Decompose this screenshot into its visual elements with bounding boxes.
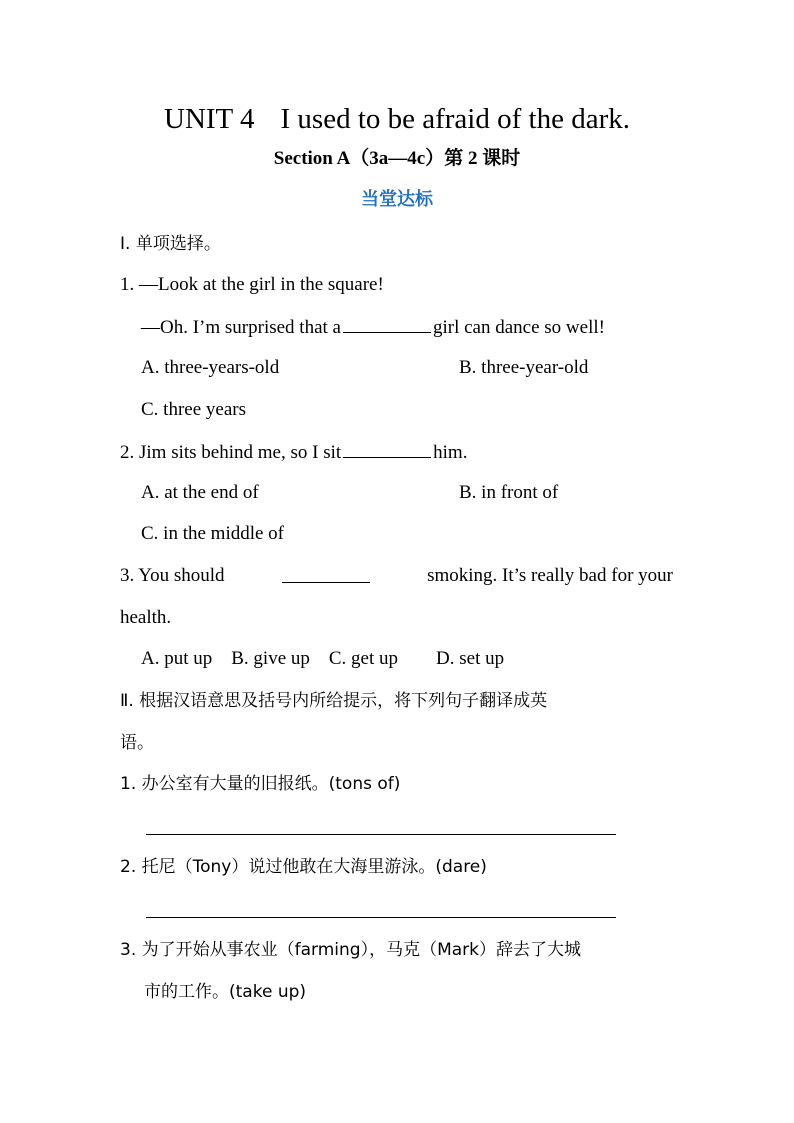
q2-post: him. <box>433 442 468 463</box>
q2-option-b: B. in front of <box>459 482 559 503</box>
q2-option-c: C. in the middle of <box>141 523 285 544</box>
q1-line2 <box>141 314 696 340</box>
q1-option-a: A. three-years-old <box>141 357 280 378</box>
translation-item-3-line2: 市的工作。(take up) <box>144 982 307 1002</box>
q1-option-c: C. three years <box>141 399 246 420</box>
q3-post: smoking. It’s really bad for your <box>427 565 673 586</box>
q1-line2-post: girl can dance so well! <box>432 317 605 338</box>
answer-line-1[interactable] <box>146 834 616 835</box>
q3-continuation: health. <box>120 607 172 628</box>
section-subtitle: Section A（3a—4c）第 2 课时 <box>273 148 521 169</box>
part1-label: Ⅰ. 单项选择。 <box>120 234 221 254</box>
q1-line1: 1. —Look at the girl in the square! <box>120 274 384 295</box>
part2-label-line2: 语。 <box>120 733 154 753</box>
q1-blank <box>343 314 431 333</box>
page-title <box>0 102 794 136</box>
part2-label-line1: Ⅱ. 根据汉语意思及括号内所给提示，将下列句子翻译成英 <box>120 691 548 711</box>
q1-line2-pre: —Oh. I’m surprised that a <box>141 317 341 338</box>
q2-pre: 2. Jim sits behind me, so I sit <box>120 442 342 463</box>
answer-line-2[interactable] <box>146 917 616 918</box>
q3-line <box>120 564 673 588</box>
translation-item-2: 2. 托尼（Tony）说过他敢在大海里游泳。(dare) <box>120 857 487 877</box>
q2-line <box>120 439 675 465</box>
q1-option-b: B. three-year-old <box>459 357 589 378</box>
q3-options: A. put up B. give up C. get up D. set up <box>141 648 505 669</box>
section-heading: 当堂达标 <box>361 189 433 210</box>
q3-pre: 3. You should <box>120 565 225 586</box>
q2-blank <box>343 439 431 458</box>
q2-option-a: A. at the end of <box>141 482 259 503</box>
unit-label: UNIT 4 <box>164 103 255 135</box>
unit-topic: I used to be afraid of the dark. <box>280 103 630 135</box>
q3-blank <box>282 564 370 583</box>
translation-item-3-line1: 3. 为了开始从事农业（farming），马克（Mark）辞去了大城 <box>120 940 581 960</box>
translation-item-1: 1. 办公室有大量的旧报纸。(tons of) <box>120 774 401 794</box>
